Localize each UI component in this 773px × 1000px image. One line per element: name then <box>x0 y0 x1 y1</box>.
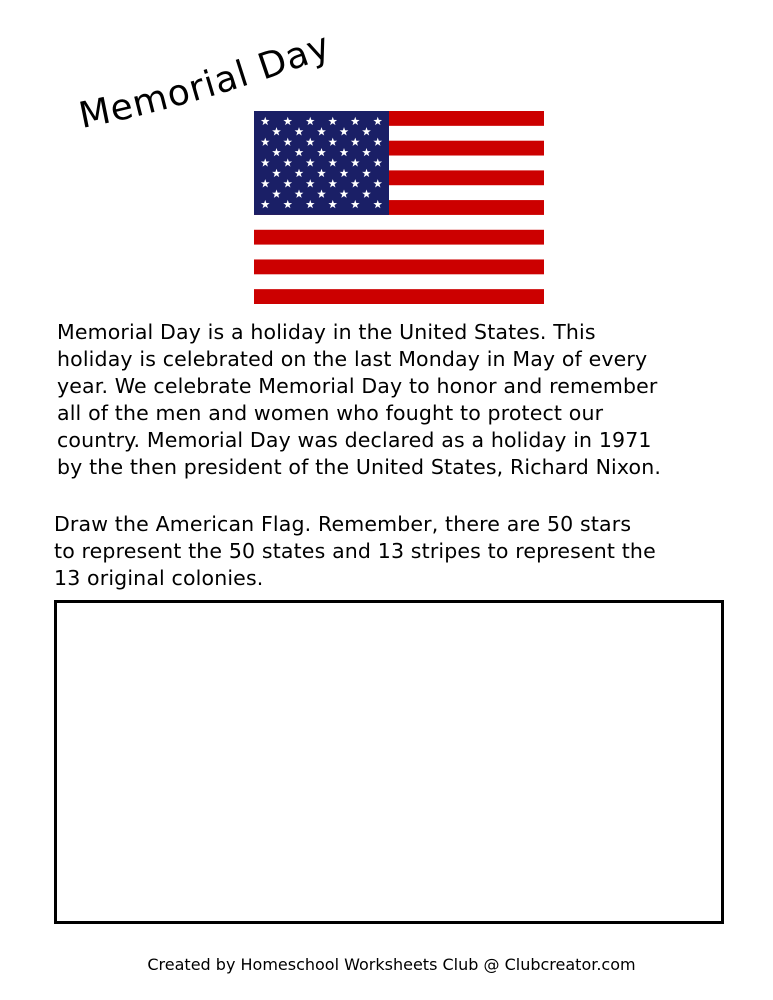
flag-stripe <box>254 289 544 304</box>
flag-stripe <box>254 230 544 245</box>
flag-stripe <box>254 215 544 230</box>
footer-credit: Created by Homeschool Worksheets Club @ Clubcreator.com <box>147 955 636 974</box>
intro-paragraph: Memorial Day is a holiday in the United States. This holiday is celebrated on the last Monday in May of every year. We celebrate Memorial Day to honor and remember all of the men and women who fought to protect our country. Memorial Day was declared as a holiday in 1971 by the then president of the United States, Richard Nixon. <box>57 320 662 479</box>
drawing-area-box[interactable] <box>54 600 724 924</box>
title-text: Memorial Day <box>75 25 337 137</box>
american-flag-image <box>254 111 544 304</box>
flag-stripe <box>254 259 544 274</box>
flag-stripe <box>254 245 544 260</box>
flag-canton <box>254 111 389 215</box>
instructions-paragraph: Draw the American Flag. Remember, there are 50 stars to represent the 50 states and 13 stripes to represent the 13 original colonies. <box>54 512 656 590</box>
flag-stripe <box>254 274 544 289</box>
